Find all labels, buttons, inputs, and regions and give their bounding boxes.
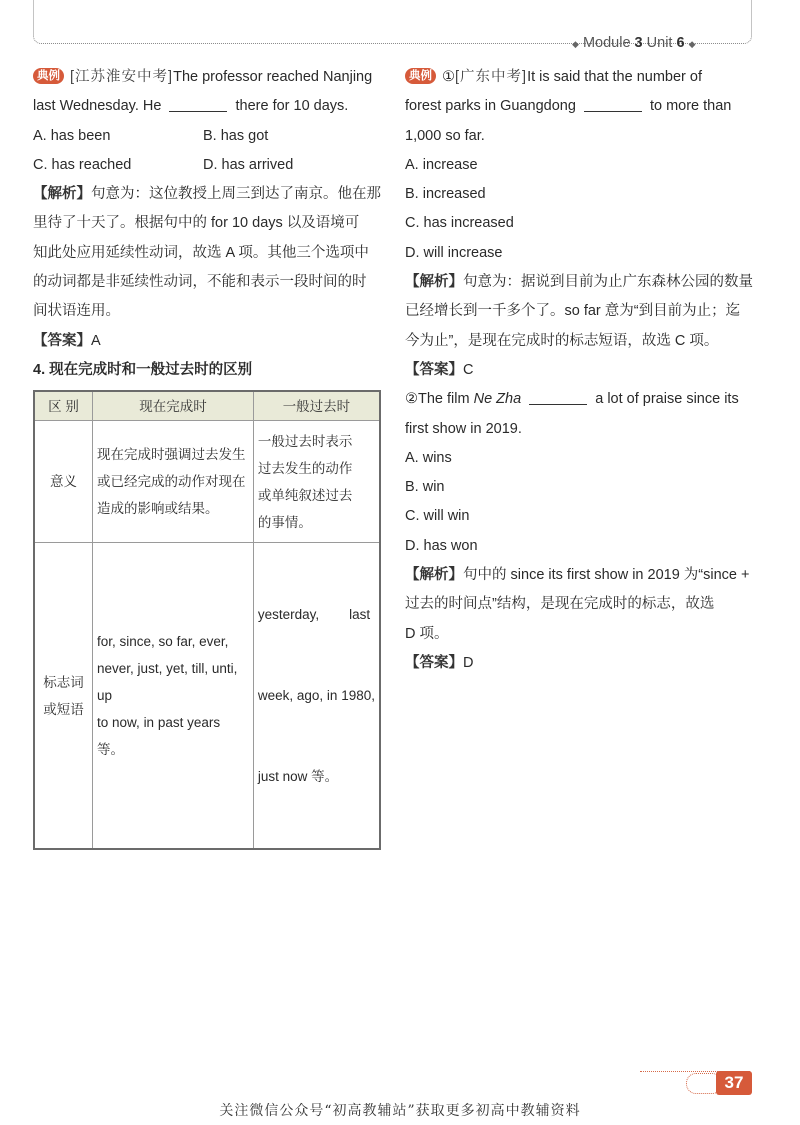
answer-value: C: [463, 361, 474, 378]
analysis-line: 【解析】句中的 since its first show in 2019 为“since +: [405, 567, 750, 584]
example-question-line1: 典例 ①[广东中考]It is said that the number of: [405, 63, 753, 92]
analysis-label: 【解析】: [405, 274, 463, 291]
question-line: forest parks in Guangdong to more than: [405, 98, 732, 115]
tense-comparison-table: [33, 390, 381, 850]
footer-note: 关注微信公众号“初高教辅站”获取更多初高中教辅资料: [219, 1103, 581, 1119]
answer-blank: [169, 97, 227, 112]
table-cell-label: 标志词 或短语: [34, 543, 93, 850]
module-unit-header: ◆ Module 3 Unit 6 ◆: [572, 35, 696, 51]
example-question-line1: 典例 [江苏淮安中考]The professor reached Nanjing: [33, 63, 383, 92]
question-number: ②: [405, 391, 418, 408]
analysis-line: 过去的时间点”结构，是现在完成时的标志，故选: [405, 596, 715, 613]
question-line: ②The film Ne Zha a lot of praise since its: [405, 391, 739, 408]
answer-line: [33, 327, 383, 356]
option-c: C. will win: [405, 508, 470, 525]
page-number-badge: [686, 1071, 752, 1095]
option-b: B. has got: [203, 127, 269, 144]
example-tag: 典例: [405, 68, 436, 84]
table-header-cell: 现在完成时: [93, 391, 254, 421]
analysis-line: 今为止”，是现在完成时的标志短语，故选 C 项。: [405, 332, 719, 349]
answer-line: [405, 649, 753, 678]
table-header-row: [34, 391, 380, 421]
answer-value: A: [91, 332, 101, 349]
table-header-cell: 区 别: [34, 391, 93, 421]
diamond-icon: ◆: [688, 39, 696, 49]
options-row: [33, 151, 383, 180]
option-d: D. will increase: [405, 244, 503, 261]
option-a: A. wins: [405, 449, 452, 466]
options-row: [33, 122, 383, 151]
table-cell-past: 一般过去时表示 过去发生的动作 或单纯叙述过去 的事情。: [253, 421, 380, 543]
analysis-label: 【解析】: [405, 567, 463, 584]
answer-label: 【答案】: [405, 361, 463, 378]
right-column: [405, 63, 753, 678]
answer-label: 【答案】: [33, 332, 91, 349]
analysis-line: 知此处应用延续性动词，故选 A 项。其他三个选项中: [33, 244, 369, 261]
analysis-line: 【解析】句意为：据说到目前为止广东森林公园的数量: [405, 274, 753, 291]
table-cell-perfect: 现在完成时强调过去发生 或已经完成的动作对现在 造成的影响或结果。: [93, 421, 254, 543]
table-header-cell: 一般过去时: [253, 391, 380, 421]
left-column: [33, 63, 383, 385]
option-c: C. has increased: [405, 215, 514, 232]
answer-label: 【答案】: [405, 654, 463, 671]
option-b: B. win: [405, 479, 445, 496]
analysis-line: 的动词都是非延续性动词，不能和表示一段时间的时: [33, 274, 367, 291]
section-title: 4. 现在完成时和一般过去时的区别: [33, 361, 253, 378]
table-row: [34, 421, 380, 543]
option-c: C. has reached: [33, 156, 132, 173]
answer-value: D: [463, 654, 474, 671]
table-cell-past: yesterday, last week, ago, in 1980, just now 等。: [253, 543, 380, 850]
question-line: first show in 2019.: [405, 420, 522, 437]
example-question-line2: last Wednesday. He there for 10 days.: [33, 98, 349, 115]
option-a: A. increase: [405, 156, 478, 173]
page-number: 37: [716, 1071, 752, 1095]
example-tag: 典例: [33, 68, 64, 84]
table-row: [34, 543, 380, 850]
analysis-line: 已经增长到一千多个了。so far 意为“到目前为止；迄: [405, 303, 741, 320]
question-line: 1,000 so far.: [405, 127, 485, 144]
option-b: B. increased: [405, 186, 486, 203]
option-d: D. has won: [405, 537, 478, 554]
analysis-line: 里待了十天了。根据句中的 for 10 days 以及语境可: [33, 215, 360, 232]
film-title: Ne Zha: [473, 391, 522, 408]
answer-blank: [584, 97, 642, 112]
analysis-line: 间状语连用。: [33, 303, 120, 320]
question-source: [广东中考]: [455, 69, 528, 85]
diamond-icon: ◆: [572, 39, 579, 49]
option-d: D. has arrived: [203, 156, 294, 173]
table-cell-label: 意义: [34, 421, 93, 543]
table-cell-perfect: for, since, so far, ever, never, just, yet, till, unti, up to now, in past years 等。: [93, 543, 254, 850]
question-number: ①: [442, 69, 456, 85]
analysis-line: D 项。: [405, 625, 449, 642]
answer-blank: [529, 390, 587, 405]
analysis-line: 【解析】句意为：这位教授上周三到达了南京。他在那: [33, 186, 381, 203]
option-a: A. has been: [33, 127, 111, 144]
question-source: [江苏淮安中考]: [70, 69, 174, 85]
answer-line: [405, 356, 753, 385]
analysis-label: 【解析】: [33, 186, 91, 203]
